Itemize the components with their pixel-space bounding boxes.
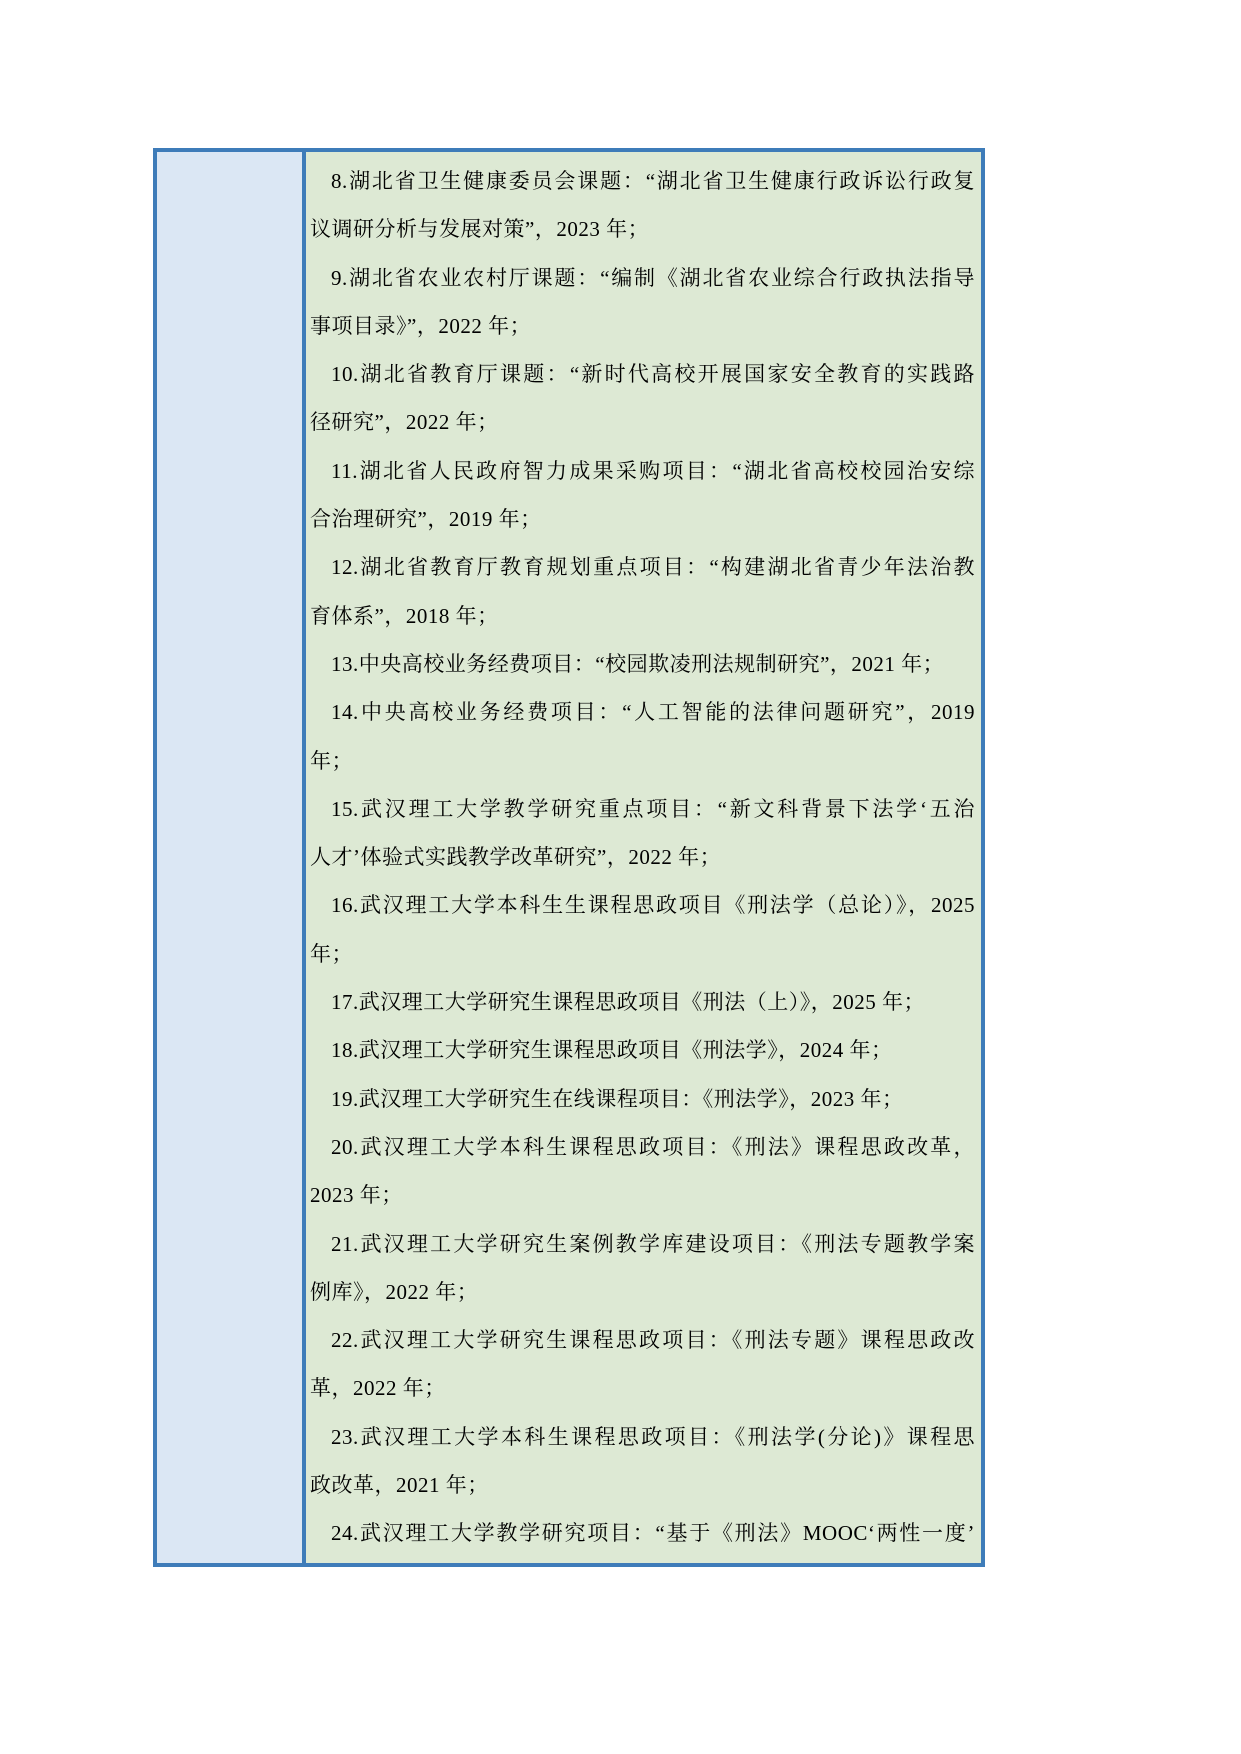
text-line: 17.武汉理工大学研究生课程思政项目《刑法（上）》，2025 年；: [331, 990, 925, 1015]
text-line: 12.湖北省教育厅教育规划重点项目：“构建湖北省青少年法治教: [331, 555, 975, 580]
table-cell-projects: [306, 152, 981, 1563]
text-line: 事项目录》”，2022 年；: [310, 313, 532, 338]
text-line: 22.武汉理工大学研究生课程思政项目：《刑法专题》课程思政改: [331, 1328, 975, 1353]
text-line: 年；: [310, 748, 353, 773]
text-line: 19.武汉理工大学研究生在线课程项目：《刑法学》，2023 年；: [331, 1086, 904, 1111]
text-line: 例库》，2022 年；: [310, 1279, 479, 1304]
text-line: 人才’体验式实践教学改革研究”，2022 年；: [310, 845, 722, 870]
text-line: 年；: [310, 941, 353, 966]
text-line: 13.中央高校业务经费项目：“校园欺凌刑法规制研究”，2021 年；: [331, 651, 945, 676]
text-line: 育体系”，2018 年；: [310, 603, 499, 628]
text-line: 21.武汉理工大学研究生案例教学库建设项目：《刑法专题教学案: [331, 1231, 975, 1256]
text-line: 合治理研究”，2019 年；: [310, 507, 542, 532]
project-line-list: [310, 157, 975, 1558]
text-line: 革，2022 年；: [310, 1376, 446, 1401]
text-line: 23.武汉理工大学本科生课程思政项目：《刑法学(分论)》课程思: [331, 1424, 975, 1449]
text-line: 15.武汉理工大学教学研究重点项目：“新文科背景下法学‘五治: [331, 796, 975, 821]
text-line: 24.武汉理工大学教学研究项目：“基于《刑法》MOOC‘两性一度’: [331, 1521, 975, 1546]
text-line: 径研究”，2022 年；: [310, 410, 499, 435]
text-line: 18.武汉理工大学研究生课程思政项目《刑法学》，2024 年；: [331, 1038, 893, 1063]
text-line: 9.湖北省农业农村厅课题：“编制《湖北省农业综合行政执法指导: [331, 265, 975, 290]
text-line: 10.湖北省教育厅课题：“新时代高校开展国家安全教育的实践路: [331, 362, 975, 387]
text-line: 16.武汉理工大学本科生生课程思政项目《刑法学（总论）》，2025: [331, 893, 975, 918]
text-line: 20.武汉理工大学本科生课程思政项目：《刑法》课程思政改革，: [331, 1134, 975, 1159]
text-line: 14.中央高校业务经费项目：“人工智能的法律问题研究”，2019: [331, 700, 975, 725]
text-line: 2023 年；: [310, 1183, 403, 1208]
text-line: 11.湖北省人民政府智力成果采购项目：“湖北省高校校园治安综: [331, 458, 975, 483]
text-line: 政改革，2021 年；: [310, 1473, 489, 1498]
projects-table: [153, 148, 985, 1567]
table-cell-left-blank: [157, 152, 306, 1563]
text-line: 8.湖北省卫生健康委员会课题：“湖北省卫生健康行政诉讼行政复: [331, 169, 975, 193]
text-line: 议调研分析与发展对策”，2023 年；: [310, 217, 650, 242]
